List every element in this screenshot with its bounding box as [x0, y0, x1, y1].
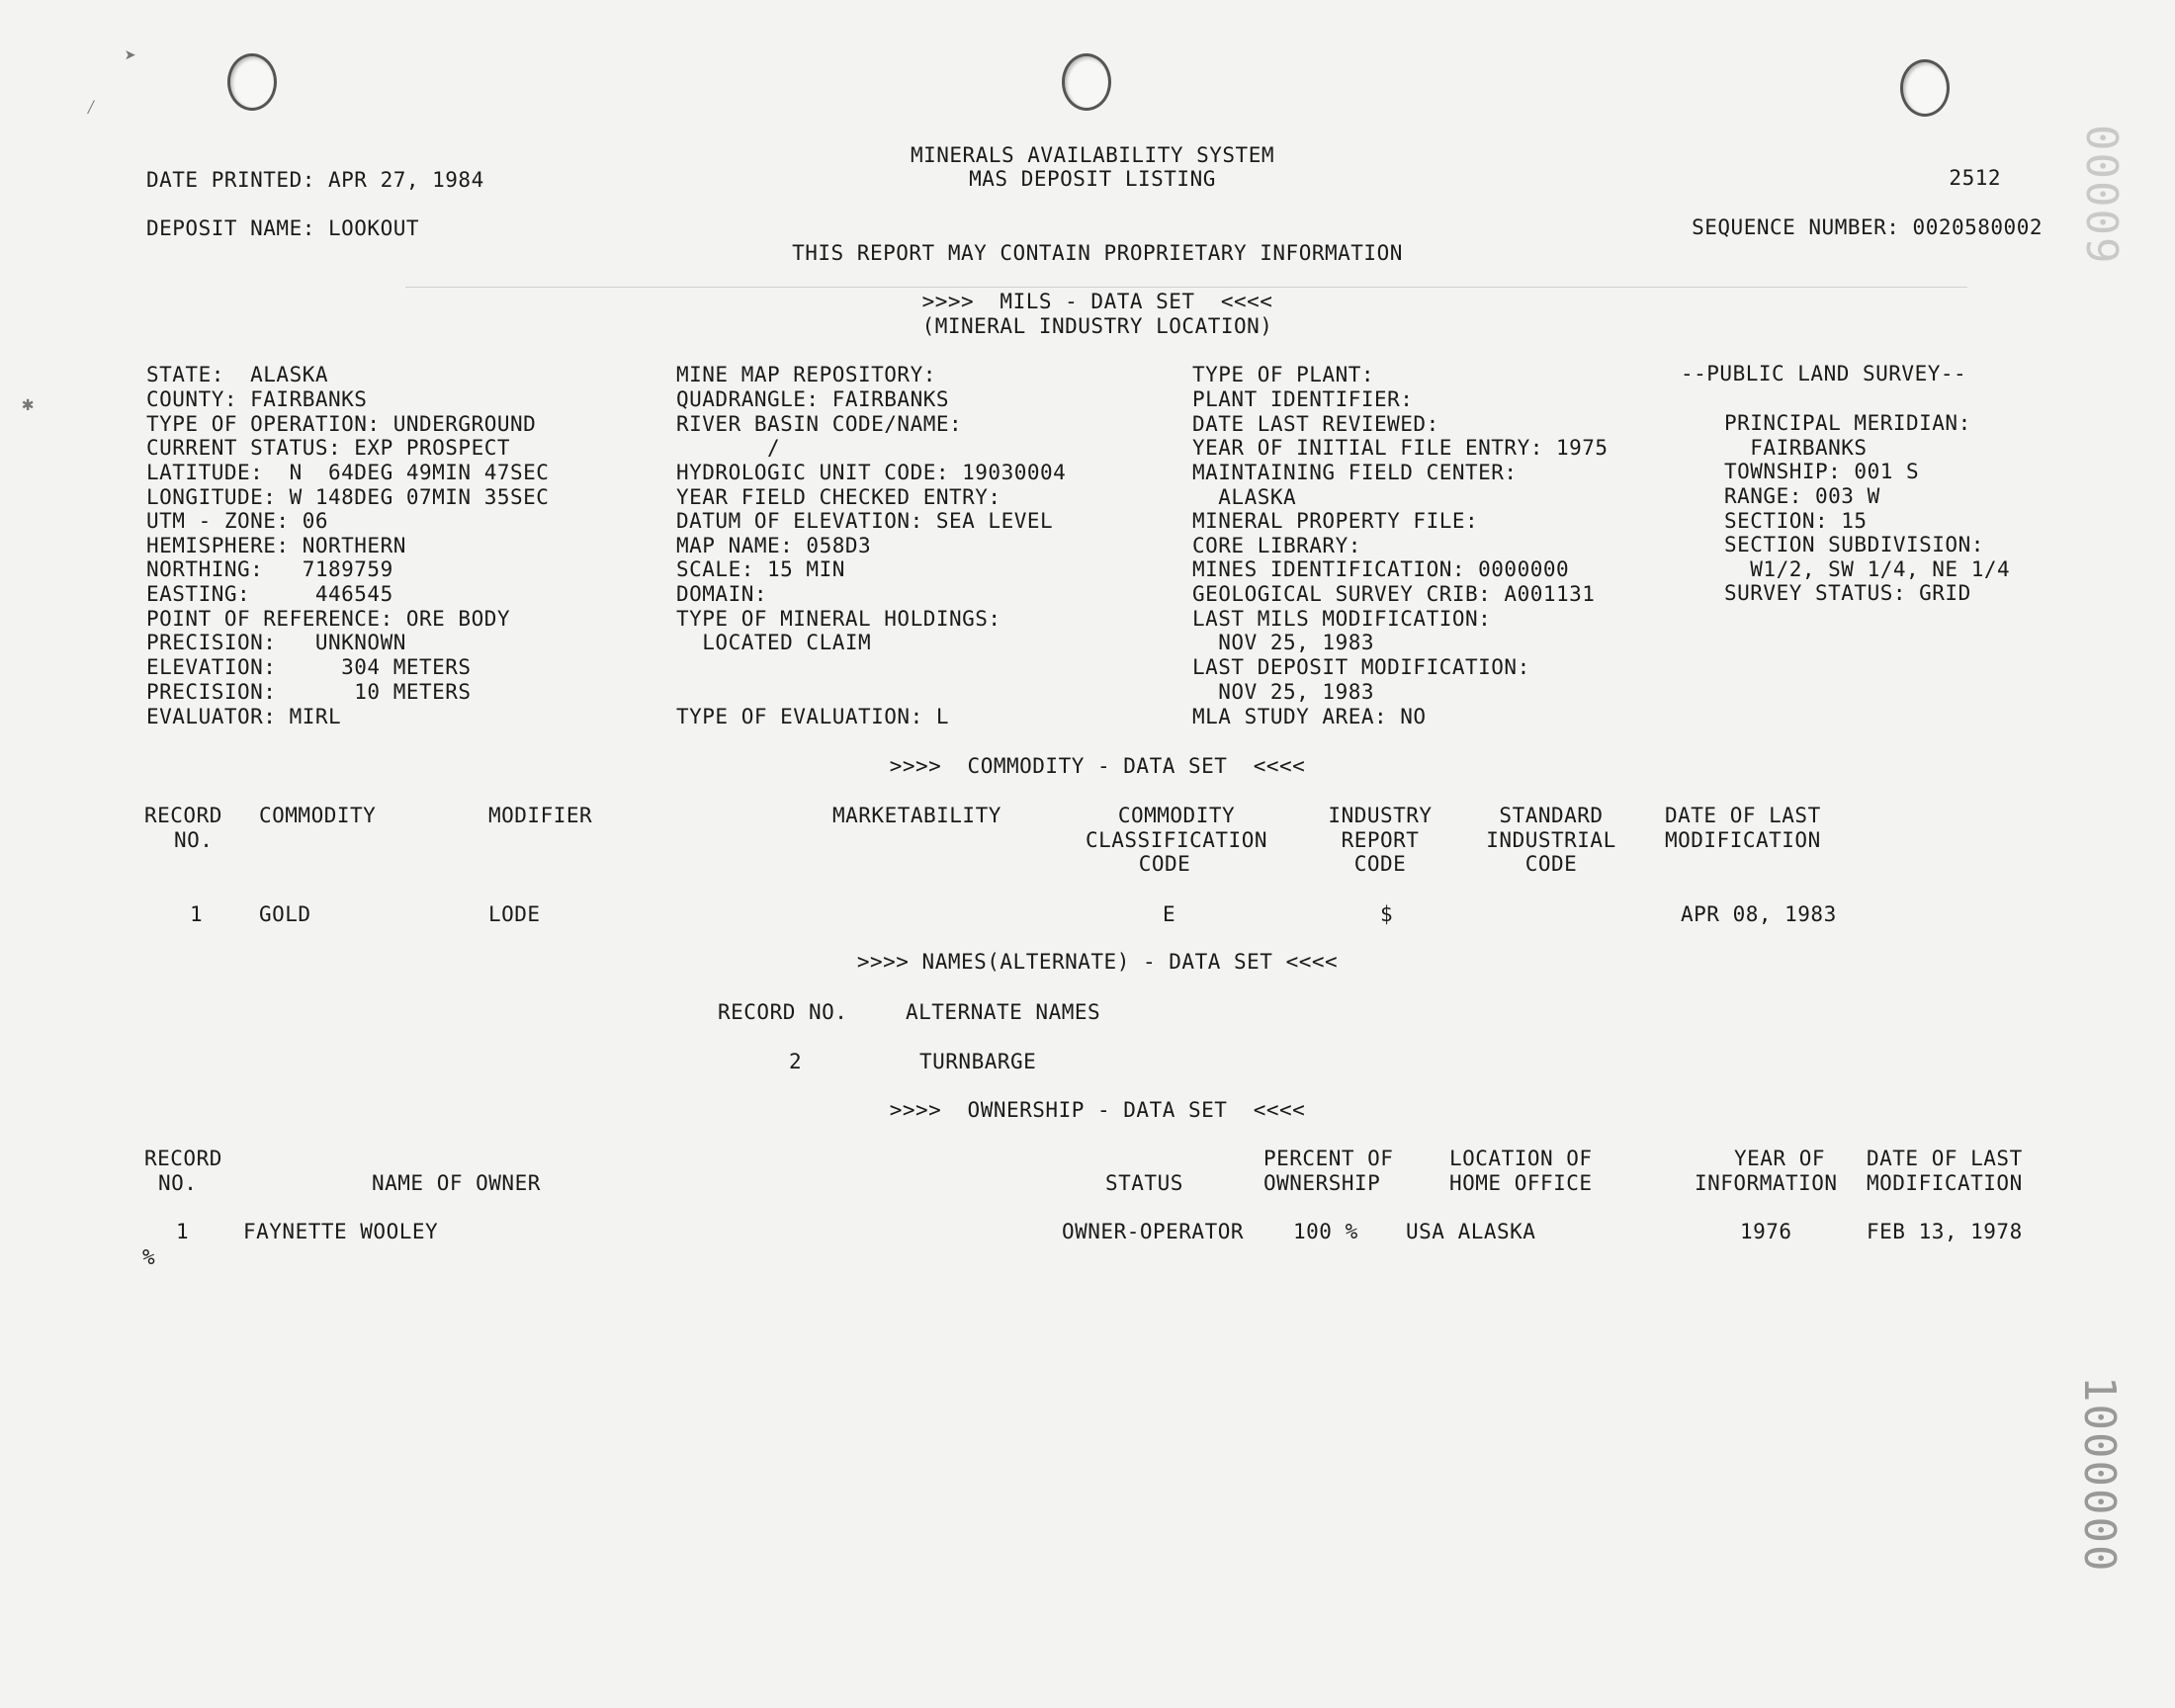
commodity-date: APR 08, 1983: [1681, 902, 1837, 926]
mils-field: LAST DEPOSIT MODIFICATION:: [1192, 655, 1530, 679]
mils-field: LATITUDE: N 64DEG 49MIN 47SEC: [146, 461, 550, 484]
footer-mark: %: [142, 1245, 156, 1269]
mils-field: TYPE OF PLANT:: [1192, 363, 1375, 386]
col-header-standard: INDUSTRIAL: [1486, 828, 1616, 852]
punch-hole-right: [1900, 59, 1950, 117]
col-header-commodity: COMMODITY: [259, 804, 377, 827]
commodity-section-title: >>>> COMMODITY - DATA SET <<<<: [889, 754, 1306, 778]
commodity-industry-code: $: [1380, 902, 1394, 926]
ownership-record: 1: [176, 1220, 190, 1243]
mils-field: PRECISION: UNKNOWN: [146, 631, 406, 654]
mils-field: MAINTAINING FIELD CENTER:: [1192, 461, 1518, 484]
col-header-owner: NAME OF OWNER: [372, 1171, 541, 1195]
mils-field: NOV 25, 1983: [1192, 680, 1375, 704]
mils-field: UTM - ZONE: 06: [146, 509, 329, 533]
separator-line: [405, 287, 1967, 288]
alternate-name: TURNBARGE: [919, 1050, 1037, 1073]
col-header-location: LOCATION OF: [1449, 1147, 1593, 1170]
mils-field: TYPE OF OPERATION: UNDERGROUND: [146, 412, 537, 436]
mils-field: YEAR OF INITIAL FILE ENTRY: 1975: [1192, 436, 1609, 460]
col-header-marketability: MARKETABILITY: [832, 804, 1001, 827]
names-record: 2: [789, 1050, 803, 1073]
mils-field: EASTING: 446545: [146, 582, 393, 606]
mils-field: GEOLOGICAL SURVEY CRIB: A001131: [1192, 582, 1596, 606]
col-header-record-no: NO.: [158, 1171, 198, 1195]
col-header-modifier: MODIFIER: [488, 804, 593, 827]
names-header-names: ALTERNATE NAMES: [906, 1000, 1101, 1024]
scan-mark: ⁄: [85, 95, 98, 119]
col-header-year: YEAR OF: [1733, 1147, 1825, 1170]
owner-percent: 100 %: [1293, 1220, 1358, 1243]
mils-section-title: >>>> MILS - DATA SET <<<<: [921, 290, 1273, 313]
col-header-standard: CODE: [1524, 852, 1578, 876]
mils-field: DATUM OF ELEVATION: SEA LEVEL: [676, 509, 1054, 533]
col-header-date: MODIFICATION: [1665, 828, 1821, 852]
col-header-date: MODIFICATION: [1867, 1171, 2023, 1195]
mils-field: LONGITUDE: W 148DEG 07MIN 35SEC: [146, 485, 550, 509]
mils-field: RANGE: 003 W: [1724, 484, 1880, 508]
mils-field: MINE MAP REPOSITORY:: [676, 363, 936, 386]
mils-field: PLANT IDENTIFIER:: [1192, 387, 1414, 411]
mils-field: PRECISION: 10 METERS: [146, 680, 472, 704]
mils-field: NORTHING: 7189759: [146, 557, 393, 581]
mils-field: CORE LIBRARY:: [1192, 534, 1361, 557]
mils-field: DATE LAST REVIEWED:: [1192, 412, 1439, 436]
mils-field: YEAR FIELD CHECKED ENTRY:: [676, 485, 1001, 509]
col-header-date: DATE OF LAST: [1867, 1147, 2023, 1170]
ownership-section-title: >>>> OWNERSHIP - DATA SET <<<<: [889, 1098, 1306, 1122]
mils-field: TOWNSHIP: 001 S: [1724, 460, 1920, 483]
col-header-date: DATE OF LAST: [1665, 804, 1821, 827]
survey-heading: --PUBLIC LAND SURVEY--: [1681, 362, 1967, 385]
mils-field: STATE: ALASKA: [146, 363, 329, 386]
col-header-percent: PERCENT OF: [1263, 1147, 1394, 1170]
page-stamp-top: 00009: [2076, 125, 2127, 266]
mils-field: W1/2, SW 1/4, NE 1/4: [1724, 557, 2011, 581]
listing-title: MAS DEPOSIT LISTING: [969, 167, 1216, 191]
col-header-standard: STANDARD: [1499, 804, 1604, 827]
mils-field: LOCATED CLAIM: [676, 631, 872, 654]
col-header-record: RECORD: [144, 804, 222, 827]
col-header-classification: CODE: [1138, 852, 1191, 876]
scan-mark: ➤: [125, 43, 137, 67]
col-header-status: STATUS: [1105, 1171, 1183, 1195]
scan-mark: ✱: [22, 391, 35, 415]
mils-field: QUADRANGLE: FAIRBANKS: [676, 387, 950, 411]
system-title: MINERALS AVAILABILITY SYSTEM: [910, 143, 1274, 167]
col-header-classification: COMMODITY: [1117, 804, 1236, 827]
mils-field: MINES IDENTIFICATION: 0000000: [1192, 557, 1570, 581]
mils-field: FAIRBANKS: [1724, 436, 1868, 460]
owner-location: USA ALASKA: [1406, 1220, 1536, 1243]
mils-field: HEMISPHERE: NORTHERN: [146, 534, 406, 557]
mils-field: NOV 25, 1983: [1192, 631, 1375, 654]
names-section-title: >>>> NAMES(ALTERNATE) - DATA SET <<<<: [856, 950, 1339, 974]
col-header-percent: OWNERSHIP: [1263, 1171, 1381, 1195]
col-header-record: RECORD: [144, 1147, 222, 1170]
date-printed: DATE PRINTED: APR 27, 1984: [146, 168, 484, 192]
col-header-industry: INDUSTRY: [1328, 804, 1433, 827]
mils-field: /: [676, 436, 781, 460]
mils-field: ELEVATION: 304 METERS: [146, 655, 472, 679]
mils-field: RIVER BASIN CODE/NAME:: [676, 412, 963, 436]
page-stamp-bottom: 1000000: [2074, 1376, 2125, 1574]
punch-hole-left: [227, 53, 277, 111]
names-header-record: RECORD NO.: [718, 1000, 848, 1024]
page-number: 2512: [1949, 166, 2001, 190]
proprietary-notice: THIS REPORT MAY CONTAIN PROPRIETARY INFORMATION: [792, 241, 1403, 265]
mils-section-subtitle: (MINERAL INDUSTRY LOCATION): [921, 314, 1273, 338]
mils-field: DOMAIN:: [676, 582, 768, 606]
mils-field: LAST MILS MODIFICATION:: [1192, 607, 1492, 631]
mils-field: SURVEY STATUS: GRID: [1724, 581, 1971, 605]
mils-field: CURRENT STATUS: EXP PROSPECT: [146, 436, 511, 460]
deposit-name: DEPOSIT NAME: LOOKOUT: [146, 216, 420, 240]
mils-field: SECTION SUBDIVISION:: [1724, 533, 1984, 556]
col-header-year: INFORMATION: [1695, 1171, 1838, 1195]
col-header-classification: CLASSIFICATION: [1085, 828, 1267, 852]
punch-hole-center: [1062, 53, 1111, 111]
owner-name: FAYNETTE WOOLEY: [243, 1220, 439, 1243]
mils-field: ALASKA: [1192, 485, 1297, 509]
commodity-classification: E: [1163, 902, 1176, 926]
mils-field: TYPE OF MINERAL HOLDINGS:: [676, 607, 1001, 631]
owner-date: FEB 13, 1978: [1867, 1220, 2023, 1243]
commodity-name: GOLD: [259, 902, 311, 926]
mils-field: MLA STUDY AREA: NO: [1192, 705, 1427, 728]
owner-year: 1976: [1740, 1220, 1792, 1243]
mils-field: TYPE OF EVALUATION: L: [676, 705, 950, 728]
mils-field: MAP NAME: 058D3: [676, 534, 872, 557]
mils-field: MINERAL PROPERTY FILE:: [1192, 509, 1479, 533]
mils-field: HYDROLOGIC UNIT CODE: 19030004: [676, 461, 1067, 484]
mils-field: PRINCIPAL MERIDIAN:: [1724, 411, 1971, 435]
mils-field: COUNTY: FAIRBANKS: [146, 387, 368, 411]
commodity-record: 1: [190, 902, 204, 926]
mils-field: POINT OF REFERENCE: ORE BODY: [146, 607, 511, 631]
mils-field: EVALUATOR: MIRL: [146, 705, 342, 728]
commodity-modifier: LODE: [488, 902, 541, 926]
col-header-record-no: NO.: [174, 828, 214, 852]
col-header-location: HOME OFFICE: [1449, 1171, 1593, 1195]
mils-field: SCALE: 15 MIN: [676, 557, 845, 581]
owner-status: OWNER-OPERATOR: [1062, 1220, 1245, 1243]
col-header-industry: CODE: [1353, 852, 1407, 876]
sequence-number: SEQUENCE NUMBER: 0020580002: [1692, 215, 2043, 239]
mils-field: SECTION: 15: [1724, 509, 1868, 533]
col-header-industry: REPORT: [1341, 828, 1420, 852]
